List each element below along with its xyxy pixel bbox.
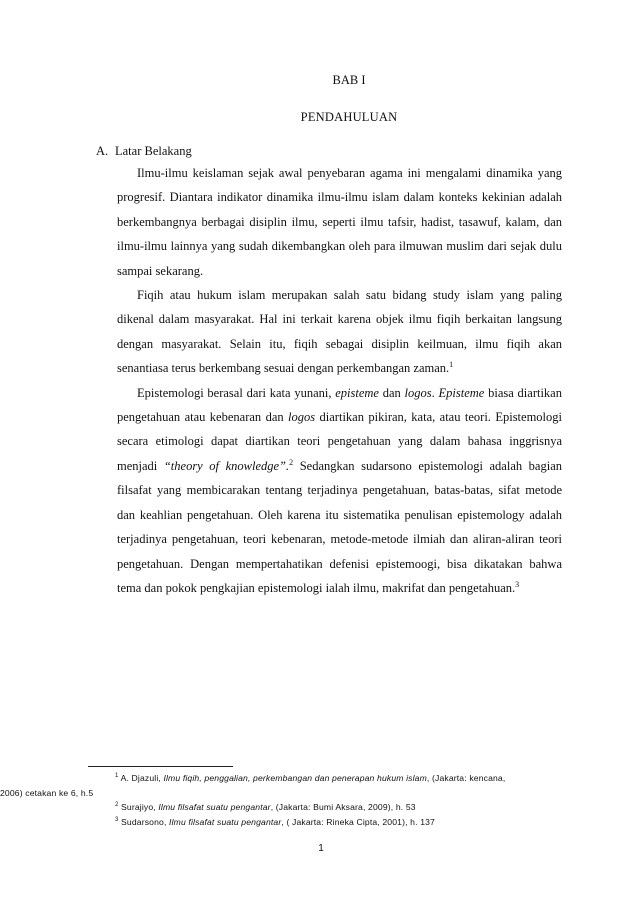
paragraph-3-text: diartikan pikiran, kata, atau teori. Epistemologi secara etimologi dapat diartikan teori pengetahuan yang dalam bahasa inggrisnya menjadi xyxy=(117,410,562,473)
footnotes xyxy=(0,771,563,829)
footnote-details: , ( Jakarta: Rineka Cipta, 2001), h. 137 xyxy=(281,816,435,827)
footnote-author: Surajiyo, xyxy=(121,802,159,812)
footnote-2 xyxy=(88,800,563,815)
section-marker: A. xyxy=(96,144,109,158)
paragraph-3-text: . xyxy=(431,385,439,400)
paragraph-2-text: Fiqih atau hukum islam merupakan salah satu bidang study islam yang paling dikenal dalam masyarakat. Hal ini terkait karena objek ilmu fiqih berkaitan langsung dengan masyarakat. Selain itu, fiqih sebagai disiplin keilmuan, ilmu fiqih akan senantiasa terus berkembang sesuai dengan perkembangan zaman. xyxy=(117,288,562,376)
footnote-title: Ilmu filsafat suatu pengantar xyxy=(169,816,282,827)
footnote-1 xyxy=(0,771,563,800)
footnote-author: Sudarsono, xyxy=(121,816,170,827)
footnote-ref-1: 1 xyxy=(449,360,454,370)
chapter-number: BAB I xyxy=(332,73,366,87)
term-episteme: episteme xyxy=(335,385,379,400)
footnote-ref-2: 2 xyxy=(289,457,294,467)
term-episteme: Episteme xyxy=(438,385,485,400)
footnote-author: A. Djazuli, xyxy=(120,773,164,783)
chapter-title: PENDAHULUAN xyxy=(300,110,398,124)
footnote-ref-3: 3 xyxy=(515,579,520,589)
paragraph-3-text: dan xyxy=(378,385,405,400)
term-theory-of-knowledge: “theory of knowledge”. xyxy=(163,458,290,473)
footnote-separator xyxy=(88,766,233,767)
paragraph-3-text: Sedangkan sudarsono epistemologi adalah bagian filsafat yang membicarakan tentang terjadinya pengetahuan, batas-batas, sifat metode dan keahlian pengetahuan. Oleh karena itu sistematika penulisan epistemology adalah terjadinya pengetahuan, teori kebenaran, metode-metode ilmiah dan aliran-aliran teori pengetahuan. Dengan mempertahatikan defenisi epistemoogi, bisa dikatakan bahwa tema dan pokok pengkajian epistemologi ialah ilmu, makrifat dan pengetahuan. xyxy=(117,458,563,595)
paragraph-3-text: Epistemologi berasal dari kata yunani, xyxy=(137,385,336,400)
paragraph-1-text: Ilmu-ilmu keislaman sejak awal penyebaran agama ini mengalami dinamika yang progresif. Diantara indikator dinamika ilmu-ilmu islam dalam konteks kekinian adalah berkembangnya berbagai disiplin ilmu, seperti ilmu tafsir, hadist, tasawuf, kalam, dan ilmu-ilmu lainnya yang sudah dikembangkan oleh para ilmuwan muslim dari sejak dulu sampai sekarang. xyxy=(117,166,562,278)
term-logos: logos xyxy=(404,385,432,400)
body-text xyxy=(117,161,562,600)
footnote-details: 2006) cetakan ke 6, h.5 xyxy=(0,787,94,798)
footnote-3 xyxy=(88,815,563,830)
footnote-details: , (Jakarta: Bumi Aksara, 2009), h. 53 xyxy=(270,802,416,812)
page-number: 1 xyxy=(318,843,324,854)
section-heading xyxy=(96,144,192,159)
footnote-number: 2 xyxy=(115,802,119,809)
footnote-number: 1 xyxy=(115,773,119,780)
section-title: Latar Belakang xyxy=(115,144,192,158)
term-logos: logos xyxy=(288,410,316,425)
paragraph-1 xyxy=(117,161,562,283)
footnote-title: Ilmu fiqih, penggalian, perkembangan dan penerapan hukum islam xyxy=(163,773,427,783)
paragraph-3-text: biasa diartikan pengetahuan atau kebenaran dan xyxy=(117,385,562,425)
footnote-title: Ilmu filsafat suatu pengantar xyxy=(158,802,271,812)
footnote-number: 3 xyxy=(115,816,119,823)
paragraph-2 xyxy=(117,283,562,381)
footnote-details: , (Jakarta: kencana, xyxy=(426,773,506,783)
paragraph-3 xyxy=(117,381,562,601)
